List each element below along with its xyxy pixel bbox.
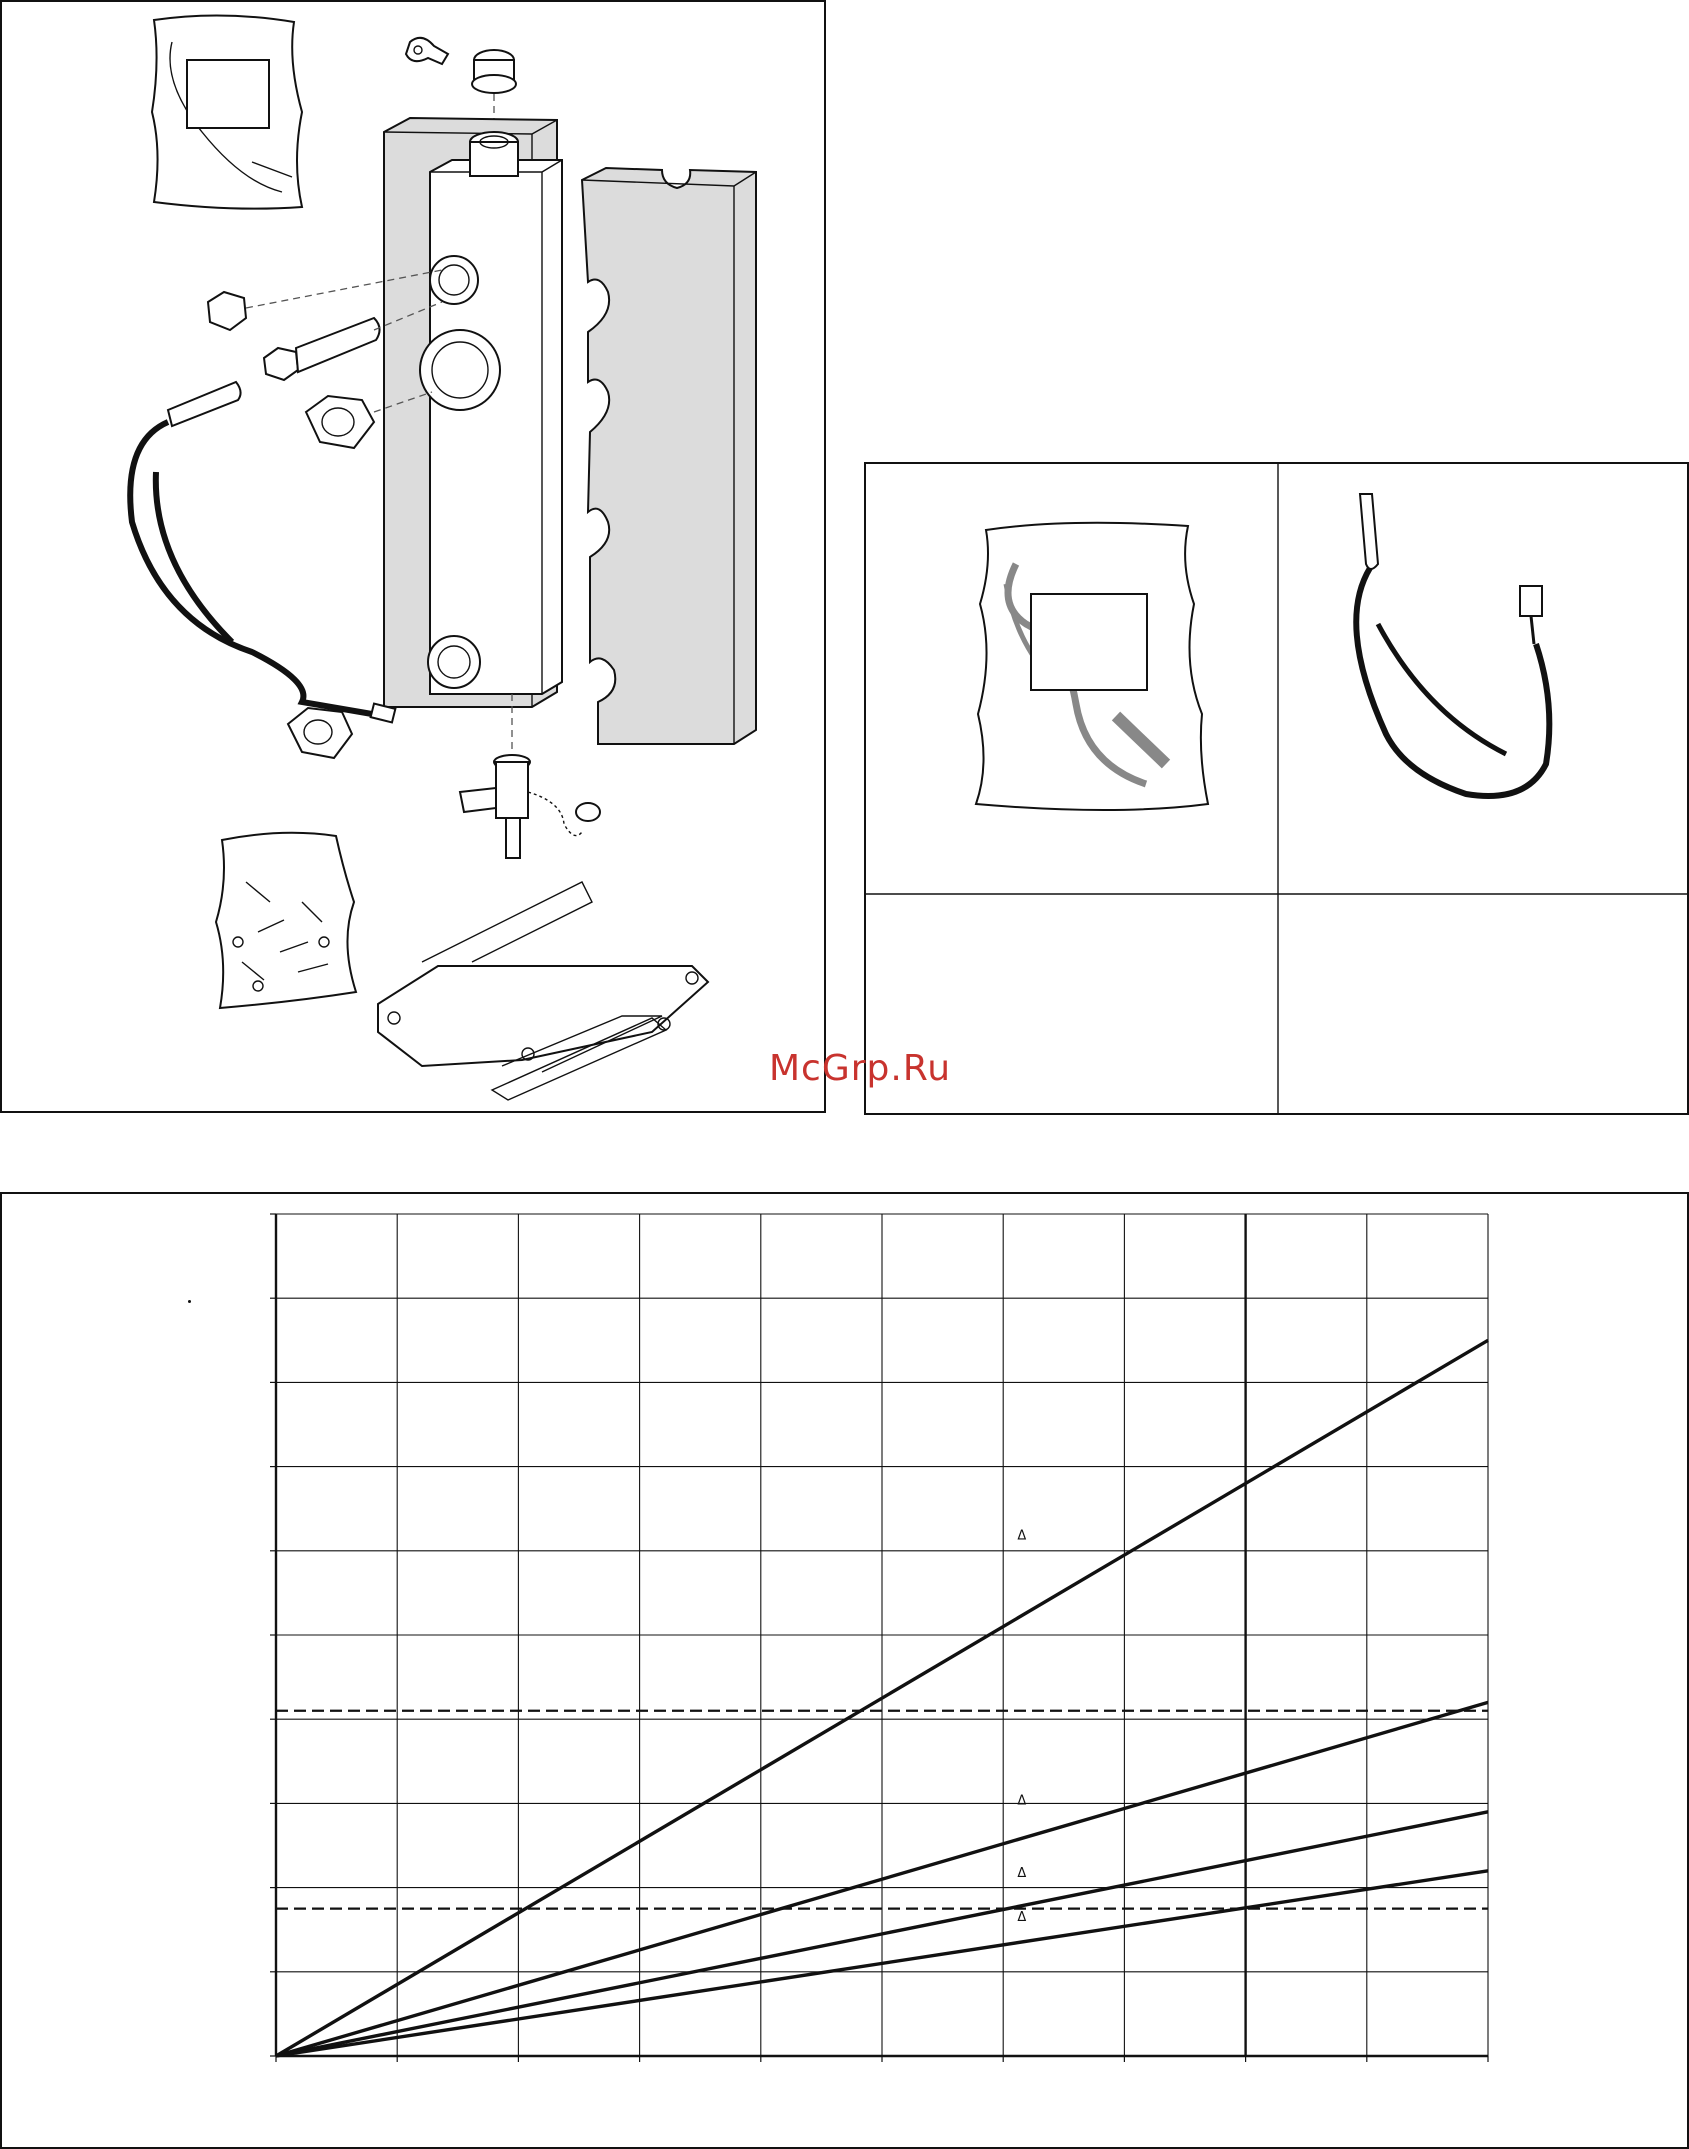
flow-chart <box>2 1194 1687 2147</box>
sensor-bag-icon <box>152 15 302 208</box>
screw-bag-icon <box>216 833 356 1008</box>
exploded-view-panel <box>0 0 826 1113</box>
series-label-line-2: Δ <box>1017 1793 1027 1809</box>
insulation-shell-icon <box>582 168 756 744</box>
series-label-line-1: Δ <box>1017 1528 1027 1544</box>
air-vent-key-icon <box>406 38 448 64</box>
series-label-line-3: Δ <box>1017 1866 1027 1882</box>
sensor-bag-icon <box>976 523 1208 810</box>
drain-valve-icon <box>460 755 600 858</box>
chart-panel <box>0 1192 1689 2149</box>
series-label-line-4: Δ <box>1017 1910 1027 1926</box>
exploded-view-drawing <box>2 2 824 1111</box>
hydraulic-separator-icon <box>420 132 562 752</box>
accessory-table <box>864 462 1689 1115</box>
temperature-sensor-cable-icon <box>1356 494 1549 796</box>
watermark: McGrp.Ru <box>768 1048 952 1089</box>
accessory-table-grid <box>866 464 1687 1113</box>
wall-bracket-icon <box>378 882 708 1100</box>
stray-dot <box>188 1300 191 1303</box>
